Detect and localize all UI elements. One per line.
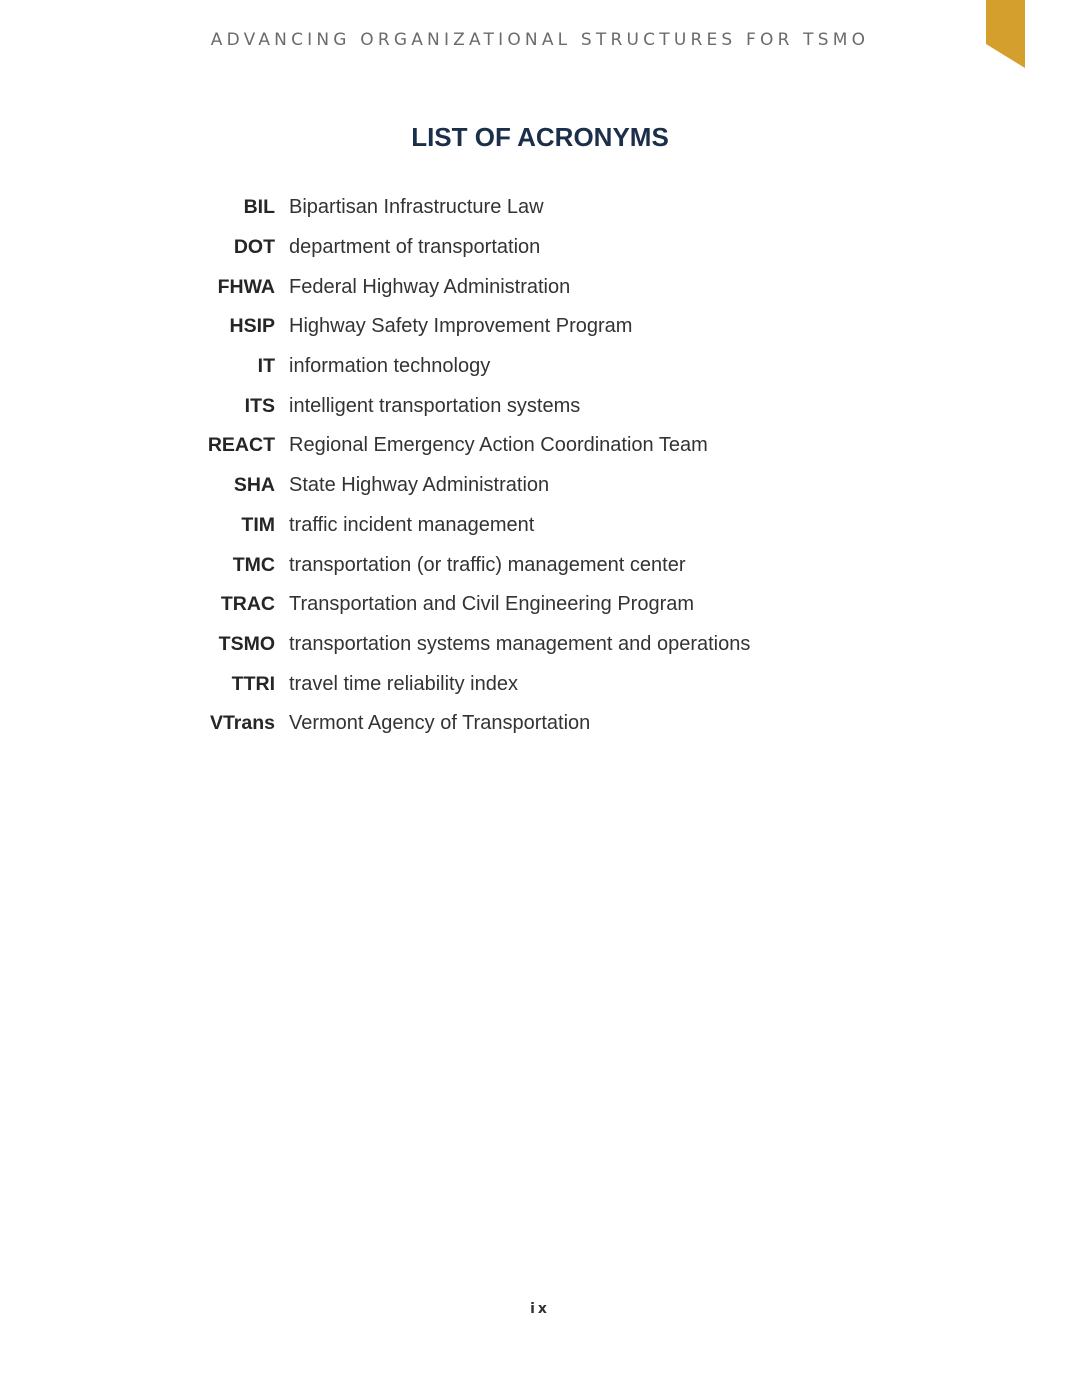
acronym-list [0, 188, 1080, 744]
acronym-row [0, 466, 1080, 506]
acronym-definition: Vermont Agency of Transportation [289, 712, 591, 735]
acronym-definition: Regional Emergency Action Coordination Team [289, 434, 708, 457]
acronym-term: TTRI [231, 672, 275, 695]
acronym-row [0, 625, 1080, 665]
acronym-term: TSMO [218, 632, 275, 655]
acronym-row [0, 307, 1080, 347]
acronym-term: BIL [243, 196, 275, 219]
acronym-row [0, 506, 1080, 546]
acronym-definition: Highway Safety Improvement Program [289, 315, 633, 338]
acronym-term: VTrans [209, 712, 275, 735]
acronym-definition: Federal Highway Administration [289, 275, 571, 298]
acronym-term: DOT [233, 236, 275, 259]
acronym-definition: travel time reliability index [289, 672, 518, 695]
acronym-row [0, 386, 1080, 426]
acronym-term: HSIP [229, 315, 275, 338]
acronym-row [0, 228, 1080, 268]
page-number: ix [530, 1301, 550, 1317]
acronym-term: TIM [241, 513, 275, 536]
acronym-term: ITS [244, 394, 275, 417]
acronym-term: SHA [233, 474, 275, 497]
bookmark-tab-icon [986, 0, 1025, 68]
page-title: LIST OF ACRONYMS [411, 122, 669, 152]
acronym-row [0, 188, 1080, 228]
acronym-definition: State Highway Administration [289, 474, 550, 497]
acronym-row [0, 704, 1080, 744]
acronym-definition: information technology [289, 355, 491, 378]
acronym-row [0, 585, 1080, 625]
acronym-definition: department of transportation [289, 236, 541, 259]
acronym-definition: Transportation and Civil Engineering Program [289, 593, 695, 616]
acronym-term: REACT [207, 434, 275, 457]
acronym-row [0, 267, 1080, 307]
acronym-row [0, 347, 1080, 387]
acronym-definition: traffic incident management [289, 513, 535, 536]
acronym-definition: Bipartisan Infrastructure Law [289, 196, 544, 219]
acronym-row [0, 664, 1080, 704]
acronym-definition: transportation systems management and operations [289, 632, 751, 655]
acronym-term: TRAC [220, 593, 275, 616]
acronym-term: IT [257, 355, 275, 378]
acronym-row [0, 545, 1080, 585]
acronym-term: FHWA [217, 275, 275, 298]
acronym-term: TMC [232, 553, 275, 576]
acronym-row [0, 426, 1080, 466]
acronym-definition: transportation (or traffic) management center [289, 553, 686, 576]
acronym-definition: intelligent transportation systems [289, 394, 581, 417]
running-header: ADVANCING ORGANIZATIONAL STRUCTURES FOR TSMO [210, 30, 870, 50]
